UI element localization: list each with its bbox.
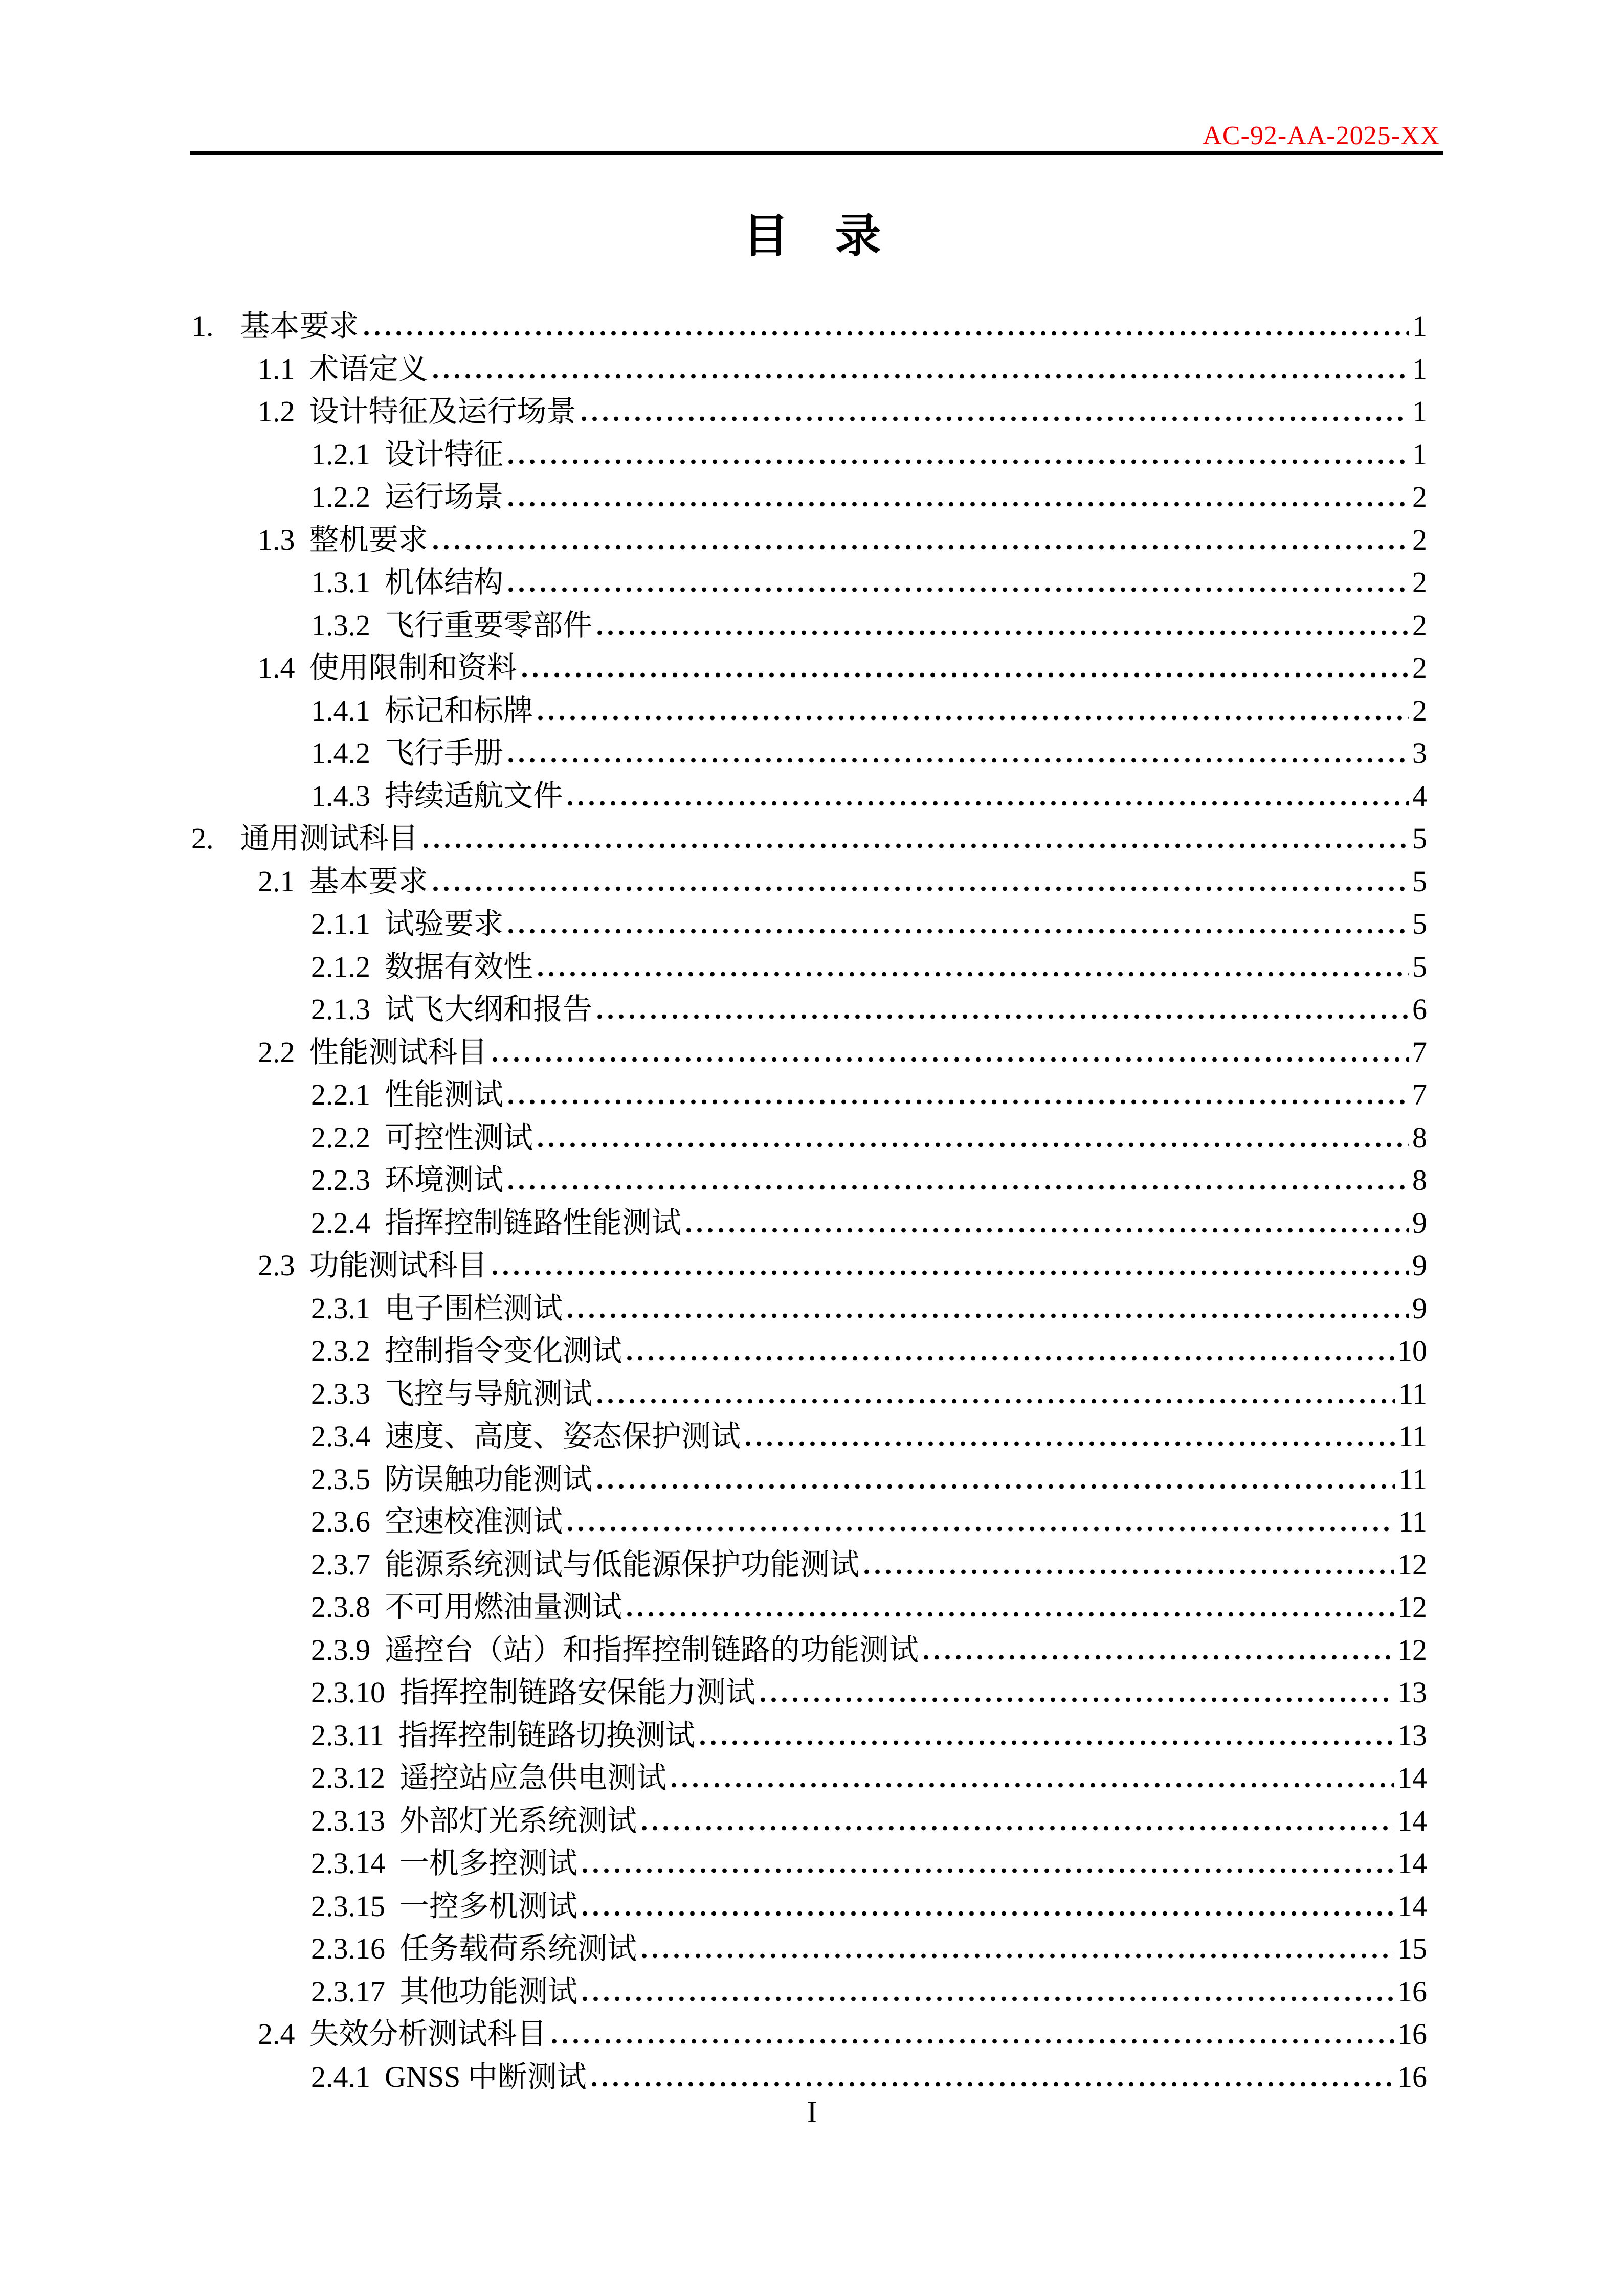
toc-entry-page: 11 (1398, 1377, 1427, 1410)
toc-entry[interactable] (190, 305, 1427, 348)
toc-dot-leader (433, 373, 1409, 379)
toc-entry-number: 1.2 (258, 395, 295, 428)
toc-entry-label: 不可用燃油量测试 (385, 1590, 622, 1624)
toc-entry-page: 9 (1412, 1291, 1427, 1325)
toc-entry-label: 基本要求 (240, 309, 359, 343)
toc-dot-leader (597, 1483, 1395, 1489)
toc-entry[interactable] (190, 1799, 1427, 1842)
toc-dot-leader (583, 1910, 1394, 1916)
toc-entry-label: 防误触功能测试 (385, 1462, 593, 1496)
toc-entry[interactable] (190, 1671, 1427, 1714)
toc-entry-page: 2 (1412, 693, 1427, 727)
toc-entry-page: 11 (1398, 1505, 1427, 1538)
toc-dot-leader (508, 757, 1409, 763)
toc-entry-label: 外部灯光系统测试 (399, 1804, 637, 1837)
toc-entry[interactable] (190, 1927, 1427, 1970)
toc-entry[interactable] (190, 1372, 1427, 1415)
toc-entry-number: 2.3.11 (311, 1718, 384, 1752)
toc-entry-number: 1.2.2 (311, 480, 370, 513)
toc-dot-leader (538, 1142, 1409, 1147)
toc-entry-number: 2.3.14 (311, 1847, 385, 1880)
toc-entry-number: 1.4.2 (311, 736, 370, 770)
toc-entry-label: 设计特征及运行场景 (309, 395, 576, 428)
toc-entry-label: 环境测试 (385, 1163, 504, 1197)
toc-entry-page: 16 (1397, 2060, 1427, 2094)
toc-entry[interactable] (190, 1031, 1427, 1074)
toc-dot-leader (364, 330, 1409, 336)
toc-entry-page: 4 (1412, 779, 1427, 813)
toc-entry[interactable] (190, 476, 1427, 519)
toc-dot-leader (568, 800, 1409, 806)
toc-entry-label: 持续适航文件 (385, 779, 563, 813)
toc-entry[interactable] (190, 348, 1427, 391)
toc-entry-label: 遥控站应急供电测试 (399, 1761, 667, 1794)
toc-dot-leader (642, 1953, 1394, 1959)
toc-entry[interactable] (190, 646, 1427, 689)
toc-entry[interactable] (190, 604, 1427, 647)
toc-entry-number: 2.1 (258, 864, 295, 898)
toc-entry-label: 电子围栏测试 (385, 1291, 563, 1325)
toc-entry-label: 速度、高度、姿态保护测试 (385, 1420, 741, 1453)
toc-entry[interactable] (190, 775, 1427, 818)
toc-entry-page: 5 (1412, 950, 1427, 983)
toc-entry-page: 15 (1397, 1932, 1427, 1965)
toc-entry[interactable] (190, 988, 1427, 1031)
toc-dot-leader (597, 1398, 1395, 1404)
toc-entry-page: 1 (1412, 437, 1427, 471)
toc-dot-leader (597, 629, 1409, 635)
toc-list (190, 305, 1427, 2098)
toc-entry[interactable] (190, 1757, 1427, 1799)
toc-entry-page: 13 (1397, 1718, 1427, 1752)
toc-entry-page: 7 (1412, 1078, 1427, 1111)
toc-dot-leader (568, 1526, 1395, 1532)
toc-entry-number: 2.2.1 (311, 1078, 370, 1111)
toc-entry[interactable] (190, 1415, 1427, 1458)
toc-entry[interactable] (190, 1073, 1427, 1116)
toc-entry[interactable] (190, 1458, 1427, 1501)
toc-entry[interactable] (190, 1287, 1427, 1330)
toc-entry-page: 11 (1398, 1462, 1427, 1496)
toc-entry-label: GNSS 中断测试 (385, 2060, 587, 2094)
toc-entry[interactable] (190, 1629, 1427, 1672)
toc-entry-page: 16 (1397, 2017, 1427, 2051)
toc-dot-leader (583, 1867, 1394, 1873)
toc-dot-leader (761, 1697, 1394, 1702)
toc-dot-leader (493, 1056, 1409, 1062)
toc-entry-label: 术语定义 (309, 352, 428, 386)
toc-entry-page: 16 (1397, 1974, 1427, 2008)
toc-entry[interactable] (190, 732, 1427, 775)
toc-entry-number: 1. (191, 309, 214, 343)
page-number-footer: I (807, 2095, 817, 2129)
toc-entry-label: 试验要求 (385, 907, 504, 940)
toc-entry[interactable] (190, 1885, 1427, 1928)
toc-dot-leader (582, 416, 1409, 421)
toc-dot-leader (746, 1440, 1395, 1446)
toc-entry-page: 2 (1412, 566, 1427, 599)
toc-dot-leader (627, 1355, 1394, 1361)
toc-dot-leader (433, 544, 1409, 550)
toc-entry-label: 飞控与导航测试 (385, 1377, 593, 1410)
toc-entry[interactable] (190, 1202, 1427, 1245)
header-rule (190, 151, 1443, 155)
toc-entry[interactable] (190, 1500, 1427, 1543)
toc-entry-page: 13 (1397, 1676, 1427, 1709)
toc-entry-label: 其他功能测试 (399, 1974, 578, 2008)
toc-dot-leader (424, 843, 1409, 848)
toc-entry-number: 1.3.2 (311, 608, 370, 642)
toc-entry-label: 设计特征 (385, 437, 504, 471)
toc-entry[interactable] (190, 433, 1427, 476)
toc-entry-label: 任务载荷系统测试 (399, 1932, 637, 1965)
toc-entry-page: 6 (1412, 993, 1427, 1026)
toc-entry[interactable] (190, 1159, 1427, 1202)
toc-entry[interactable] (190, 1970, 1427, 2013)
toc-entry-label: 指挥控制链路安保能力测试 (399, 1676, 756, 1709)
toc-entry-label: 一控多机测试 (399, 1889, 578, 1923)
toc-entry-number: 2.2 (258, 1035, 295, 1069)
toc-entry-page: 9 (1412, 1206, 1427, 1240)
toc-entry[interactable] (190, 390, 1427, 433)
toc-entry[interactable] (190, 1116, 1427, 1159)
toc-entry-number: 2.3.16 (311, 1932, 385, 1965)
toc-entry-number: 2.2.3 (311, 1163, 370, 1197)
toc-dot-leader (924, 1654, 1394, 1660)
toc-entry-number: 2.3.15 (311, 1889, 385, 1923)
toc-entry-number: 2.3.8 (311, 1590, 370, 1624)
toc-dot-leader (583, 1996, 1394, 2001)
toc-entry-page: 1 (1412, 395, 1427, 428)
toc-entry-label: 一机多控测试 (399, 1847, 578, 1880)
toc-dot-leader (627, 1611, 1394, 1617)
toc-dot-leader (538, 715, 1409, 721)
toc-entry-label: 遥控台（站）和指挥控制链路的功能测试 (385, 1633, 919, 1667)
toc-entry-number: 2.4.1 (311, 2060, 370, 2094)
toc-entry-number: 2.3.2 (311, 1334, 370, 1367)
toc-entry-label: 通用测试科目 (240, 822, 418, 855)
toc-entry[interactable] (190, 1330, 1427, 1372)
toc-entry-number: 1.4 (258, 651, 295, 684)
toc-entry-number: 2.2.4 (311, 1206, 370, 1240)
toc-entry-page: 14 (1397, 1804, 1427, 1837)
toc-entry-label: 空速校准测试 (385, 1505, 563, 1538)
toc-entry-page: 11 (1398, 1420, 1427, 1453)
toc-entry-number: 1.2.1 (311, 437, 370, 471)
toc-entry-page: 14 (1397, 1761, 1427, 1794)
toc-entry-label: 试飞大纲和报告 (385, 993, 593, 1026)
toc-entry-page: 14 (1397, 1889, 1427, 1923)
toc-entry-number: 2.1.3 (311, 993, 370, 1026)
toc-entry[interactable] (190, 860, 1427, 903)
toc-entry-number: 2.3.6 (311, 1505, 370, 1538)
toc-dot-leader (538, 971, 1409, 977)
toc-dot-leader (552, 2038, 1394, 2044)
toc-entry-number: 2.3.12 (311, 1761, 385, 1794)
toc-entry[interactable] (190, 2056, 1427, 2099)
toc-entry-page: 12 (1397, 1590, 1427, 1624)
toc-entry-page: 2 (1412, 608, 1427, 642)
toc-entry-number: 2.3.3 (311, 1377, 370, 1410)
toc-entry-page: 12 (1397, 1547, 1427, 1581)
toc-dot-leader (493, 1270, 1409, 1275)
toc-entry-label: 使用限制和资料 (309, 651, 517, 684)
toc-entry-label: 性能测试 (385, 1078, 504, 1111)
toc-entry-page: 5 (1412, 907, 1427, 940)
toc-dot-leader (642, 1825, 1394, 1831)
toc-dot-leader (508, 459, 1409, 464)
toc-entry-label: 控制指令变化测试 (385, 1334, 622, 1367)
toc-entry-number: 2.1.2 (311, 950, 370, 983)
toc-entry-page: 12 (1397, 1633, 1427, 1667)
toc-entry-label: 功能测试科目 (309, 1249, 487, 1282)
toc-entry-label: 指挥控制链路性能测试 (385, 1206, 682, 1240)
toc-entry-label: 运行场景 (385, 480, 504, 513)
toc-entry-page: 5 (1412, 822, 1427, 855)
toc-entry[interactable] (190, 519, 1427, 561)
toc-entry-page: 1 (1412, 352, 1427, 386)
toc-dot-leader (672, 1782, 1394, 1788)
toc-entry[interactable] (190, 1842, 1427, 1885)
toc-entry-page: 5 (1412, 864, 1427, 898)
toc-entry[interactable] (190, 1543, 1427, 1586)
toc-entry-number: 2. (191, 822, 214, 855)
toc-entry-number: 1.4.3 (311, 779, 370, 813)
toc-entry-number: 2.1.1 (311, 907, 370, 940)
toc-entry-number: 2.3.1 (311, 1291, 370, 1325)
toc-dot-leader (508, 1099, 1409, 1105)
toc-entry-page: 2 (1412, 523, 1427, 556)
toc-dot-leader (508, 1184, 1409, 1190)
toc-entry-number: 1.4.1 (311, 693, 370, 727)
toc-dot-leader (597, 1014, 1409, 1019)
toc-entry-number: 2.3.9 (311, 1633, 370, 1667)
toc-entry-page: 1 (1412, 309, 1427, 343)
toc-entry-page: 9 (1412, 1249, 1427, 1282)
toc-entry-page: 3 (1412, 736, 1427, 770)
toc-entry[interactable] (190, 1244, 1427, 1287)
toc-dot-leader (508, 587, 1409, 592)
toc-dot-leader (864, 1569, 1394, 1574)
toc-entry-page: 2 (1412, 480, 1427, 513)
toc-dot-leader (592, 2081, 1394, 2087)
toc-entry-number: 2.3.17 (311, 1974, 385, 2008)
toc-entry[interactable] (190, 689, 1427, 732)
toc-entry[interactable] (190, 1714, 1427, 1757)
toc-entry-page: 8 (1412, 1120, 1427, 1154)
toc-entry-number: 2.2.2 (311, 1120, 370, 1154)
document-number: AC-92-AA-2025-XX (1203, 121, 1440, 150)
toc-dot-leader (700, 1740, 1394, 1745)
toc-entry-label: 性能测试科目 (309, 1035, 487, 1069)
toc-entry-label: 能源系统测试与低能源保护功能测试 (385, 1547, 860, 1581)
toc-entry-label: 飞行重要零部件 (385, 608, 593, 642)
toc-entry[interactable] (190, 946, 1427, 988)
toc-entry-label: 失效分析测试科目 (309, 2017, 547, 2051)
toc-dot-leader (508, 928, 1409, 934)
toc-entry-page: 8 (1412, 1163, 1427, 1197)
toc-entry-number: 2.3.7 (311, 1547, 370, 1581)
toc-entry-number: 1.3.1 (311, 566, 370, 599)
toc-entry-number: 2.3.10 (311, 1676, 385, 1709)
toc-dot-leader (508, 501, 1409, 507)
toc-entry-number: 2.3.5 (311, 1462, 370, 1496)
toc-dot-leader (568, 1313, 1409, 1318)
toc-entry-page: 10 (1397, 1334, 1427, 1367)
toc-entry[interactable] (190, 1586, 1427, 1629)
toc-entry-label: 可控性测试 (385, 1120, 533, 1154)
toc-entry-page: 14 (1397, 1847, 1427, 1880)
toc-entry[interactable] (190, 561, 1427, 604)
toc-entry-label: 指挥控制链路切换测试 (398, 1718, 695, 1752)
toc-entry[interactable] (190, 817, 1427, 860)
toc-entry-number: 2.3.13 (311, 1804, 385, 1837)
toc-entry[interactable] (190, 903, 1427, 946)
toc-entry-number: 2.3 (258, 1249, 295, 1282)
toc-entry-label: 机体结构 (385, 566, 504, 599)
toc-dot-leader (686, 1227, 1409, 1233)
toc-entry-number: 2.4 (258, 2017, 295, 2051)
toc-entry-page: 2 (1412, 651, 1427, 684)
toc-dot-leader (433, 886, 1409, 891)
toc-dot-leader (522, 672, 1409, 678)
toc-entry-label: 整机要求 (309, 523, 428, 556)
toc-entry[interactable] (190, 2013, 1427, 2056)
toc-title: 目 录 (743, 211, 881, 262)
toc-entry-label: 飞行手册 (385, 736, 504, 770)
toc-entry-number: 1.3 (258, 523, 295, 556)
toc-entry-number: 2.3.4 (311, 1420, 370, 1453)
toc-entry-label: 数据有效性 (385, 950, 533, 983)
toc-entry-label: 标记和标牌 (385, 693, 533, 727)
toc-entry-page: 7 (1412, 1035, 1427, 1069)
toc-entry-number: 1.1 (258, 352, 295, 386)
toc-entry-label: 基本要求 (309, 864, 428, 898)
